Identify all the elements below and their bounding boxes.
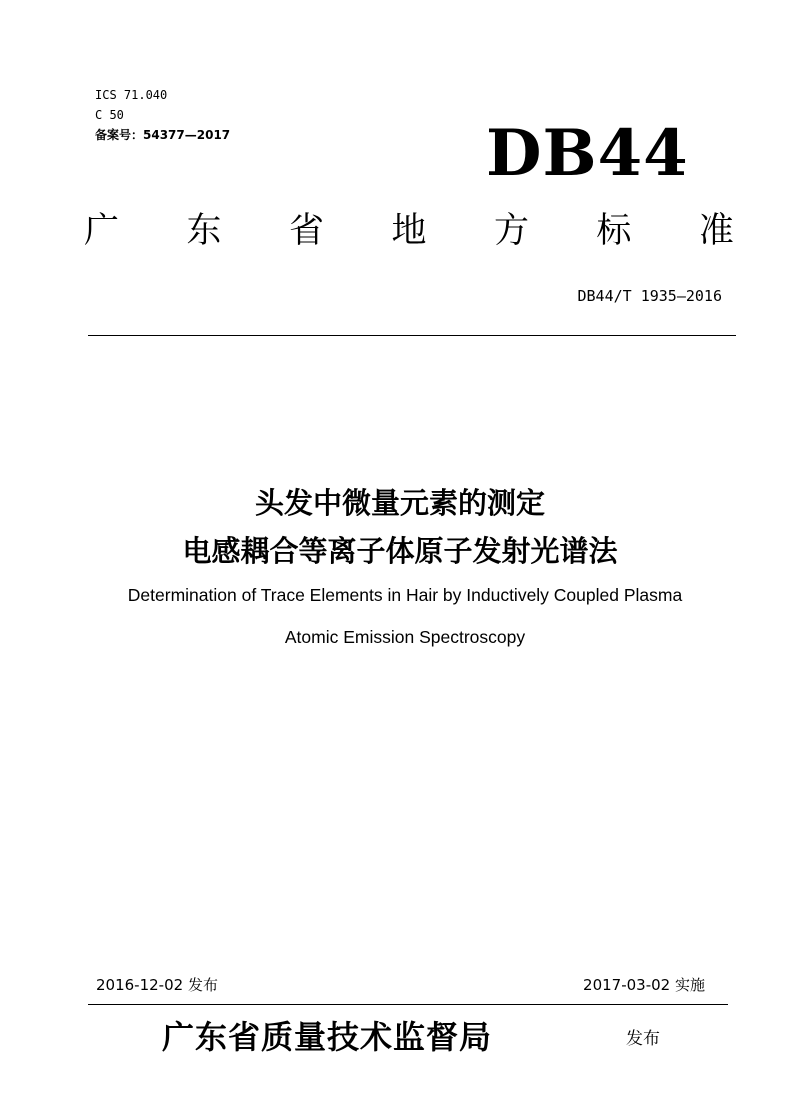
issue-date: 2016-12-02 发布	[96, 976, 218, 994]
standard-number: DB44/T 1935—2016	[577, 287, 722, 305]
issuer-name: 广东省质量技术监督局	[162, 1018, 493, 1056]
standard-type-char: 方	[493, 211, 529, 251]
standard-type-heading	[84, 208, 734, 254]
issuer-suffix: 发布	[626, 1029, 660, 1049]
title-cn-line1: 头发中微量元素的测定	[254, 486, 545, 520]
filing-number: 备案号：54377—2017	[95, 128, 231, 142]
title-en-line1: Determination of Trace Elements in Hair by Inductively Coupled Plasma	[127, 585, 683, 605]
bottom-divider	[88, 1004, 728, 1005]
title-cn-line2: 电感耦合等离子体原子发射光谱法	[182, 534, 618, 568]
db-code-logo: DB44	[486, 116, 689, 191]
ccs-code: C 50	[95, 108, 124, 122]
standard-type-char: 标	[596, 211, 632, 251]
top-divider	[88, 335, 736, 336]
standard-type-char: 广	[84, 211, 120, 251]
implementation-date: 2017-03-02 实施	[583, 976, 705, 994]
ics-code: ICS 71.040	[95, 88, 168, 102]
standard-type-char: 准	[698, 211, 734, 251]
standard-type-char: 地	[391, 211, 427, 251]
standard-type-char: 省	[288, 211, 324, 251]
title-en-line2: Atomic Emission Spectroscopy	[284, 627, 526, 647]
standard-type-char: 东	[186, 211, 222, 251]
